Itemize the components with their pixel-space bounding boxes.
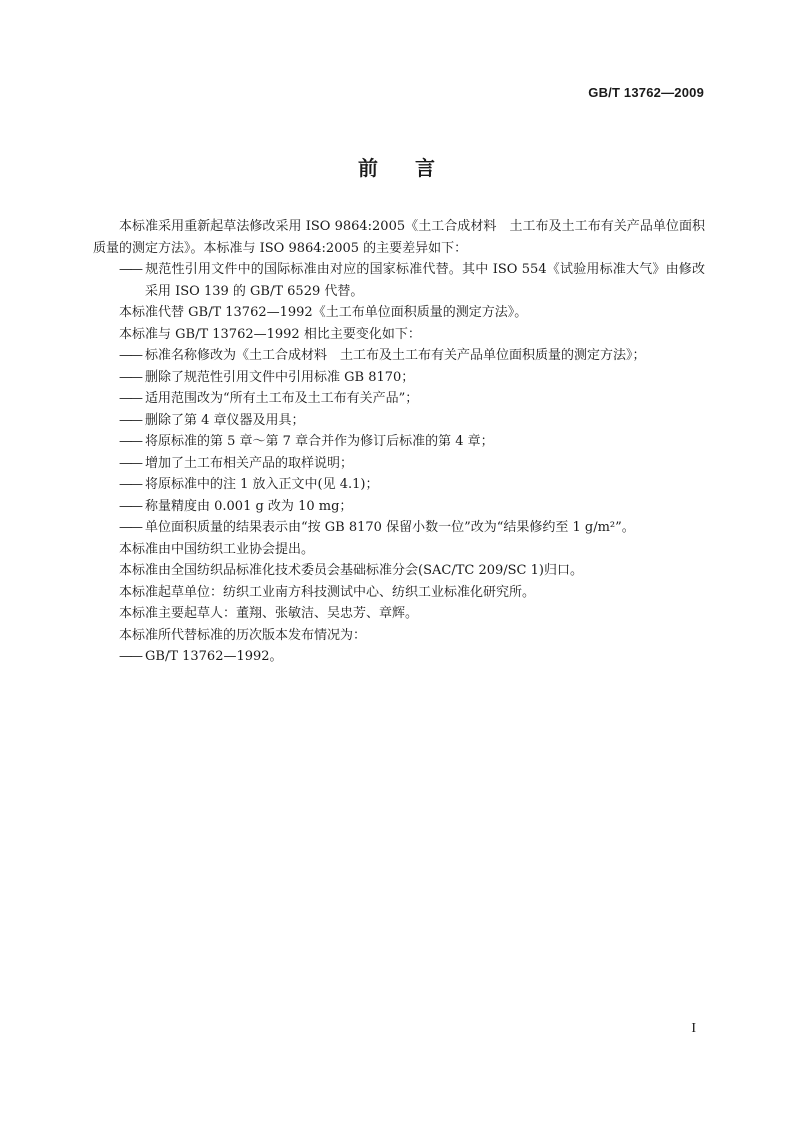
list-item-text: 规范性引用文件中的国际标准由对应的国家标准代替。其中 ISO 554《试验用标准大气》由修改采用 ISO 139 的 GB/T 6529 代替。 xyxy=(145,262,705,299)
standard-number: GB/T 13762—2009 xyxy=(588,85,704,100)
list-item-text: 将原标准中的注 1 放入正文中(见 4.1)； xyxy=(145,477,379,492)
list-item-text: GB/T 13762—1992。 xyxy=(145,649,283,664)
list-item-text: 单位面积质量的结果表示由“按 GB 8170 保留小数一位”改为“结果修约至 1 g/m²”。 xyxy=(145,520,635,535)
dash-marker: —— xyxy=(119,498,141,514)
dash-marker: —— xyxy=(119,434,141,449)
list-item-change xyxy=(93,345,705,367)
dash-marker: —— xyxy=(119,477,141,492)
list-item-change xyxy=(93,453,705,475)
list-item-change xyxy=(93,388,705,410)
list-item-difference xyxy=(93,259,705,302)
list-item-text: 称量精度由 0.001 g 改为 10 mg； xyxy=(145,498,353,514)
list-item-text: 适用范围改为“所有土工布及土工布有关产品”； xyxy=(145,391,419,406)
dash-marker: —— xyxy=(119,520,141,535)
dash-marker: —— xyxy=(119,262,141,277)
list-item-text: 删除了第 4 章仪器及用具； xyxy=(145,412,305,428)
list-item-change xyxy=(93,431,705,453)
list-item-change xyxy=(93,474,705,496)
list-item-change xyxy=(93,517,705,539)
dash-marker: —— xyxy=(119,391,141,406)
list-item-text: 删除了规范性引用文件中引用标准 GB 8170； xyxy=(145,369,415,385)
list-item-change xyxy=(93,496,705,518)
dash-marker: —— xyxy=(119,348,141,363)
paragraph-replaces: 本标准代替 GB/T 13762—1992《土工布单位面积质量的测定方法》。 xyxy=(119,305,528,320)
paragraph-administrator: 本标准由全国纺织品标准化技术委员会基础标准分会(SAC/TC 209/SC 1)归口。 xyxy=(119,563,583,578)
paragraph-history-intro: 本标准所代替标准的历次版本发布情况为： xyxy=(119,627,367,643)
dash-marker: —— xyxy=(119,455,141,471)
list-item-change xyxy=(93,410,705,432)
dash-marker: —— xyxy=(119,649,141,664)
title-char-2: 言 xyxy=(415,156,436,180)
paragraph-drafters: 本标准主要起草人：董翔、张敏洁、吴忠芳、章辉。 xyxy=(119,606,419,621)
page-number: I xyxy=(691,1021,696,1036)
dash-marker: —— xyxy=(119,369,141,385)
paragraph-proposer: 本标准由中国纺织工业协会提出。 xyxy=(119,541,315,557)
list-item-text: 将原标准的第 5 章～第 7 章合并作为修订后标准的第 4 章； xyxy=(145,434,494,449)
list-item-history xyxy=(93,646,705,668)
paragraph-drafting-units: 本标准起草单位：纺织工业南方科技测试中心、纺织工业标准化研究所。 xyxy=(119,584,536,600)
dash-marker: —— xyxy=(119,412,141,428)
page-title xyxy=(0,152,794,181)
paragraph-adoption: 本标准采用重新起草法修改采用 ISO 9864:2005《土工合成材料 土工布及土工布有关产品单位面积质量的测定方法》。本标准与 ISO 9864:2005 的主要差异如下： xyxy=(93,219,705,256)
paragraph-changes-intro: 本标准与 GB/T 13762—1992 相比主要变化如下： xyxy=(119,326,421,342)
list-item-change xyxy=(93,367,705,389)
title-char-1: 前 xyxy=(358,156,379,180)
foreword-body xyxy=(93,216,705,668)
list-item-text: 标准名称修改为《土工合成材料 土工布及土工布有关产品单位面积质量的测定方法》； xyxy=(145,348,646,363)
list-item-text: 增加了土工布相关产品的取样说明； xyxy=(145,455,354,471)
